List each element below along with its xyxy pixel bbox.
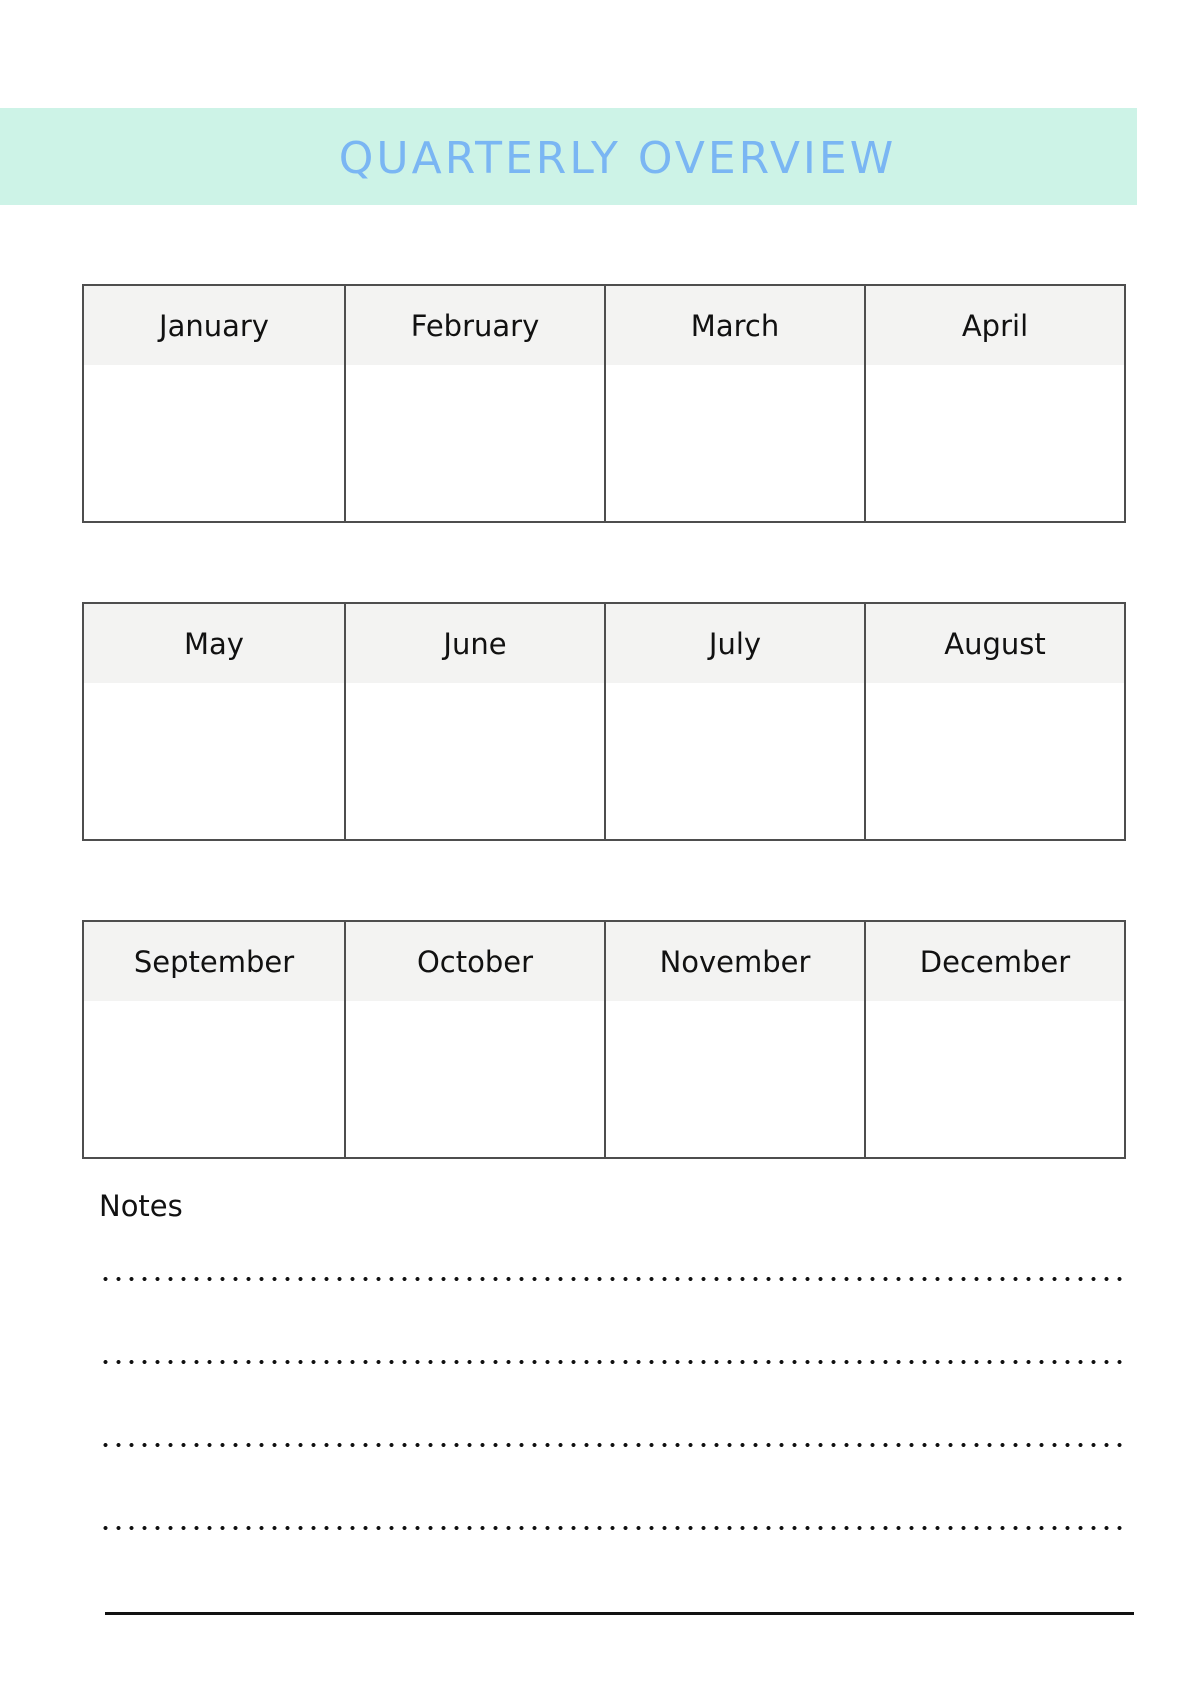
month-entry-area[interactable] [346, 683, 604, 839]
month-cell [84, 604, 344, 839]
month-entry-area[interactable] [84, 1001, 344, 1157]
month-entry-area[interactable] [606, 365, 864, 521]
month-entry-area[interactable] [84, 365, 344, 521]
month-cell [84, 286, 344, 521]
month-label: May [84, 604, 344, 683]
month-cell [864, 604, 1124, 839]
notes-dotted-line[interactable] [99, 1277, 1126, 1281]
title-banner [0, 108, 1137, 205]
month-cell [344, 604, 604, 839]
month-grid-row-3 [82, 920, 1126, 1159]
month-cell [84, 922, 344, 1157]
notes-bottom-rule [105, 1612, 1134, 1615]
month-label: July [606, 604, 864, 683]
month-label: December [866, 922, 1124, 1001]
month-cell [344, 922, 604, 1157]
month-entry-area[interactable] [606, 1001, 864, 1157]
month-label: September [84, 922, 344, 1001]
month-label: November [606, 922, 864, 1001]
month-label: February [346, 286, 604, 365]
month-entry-area[interactable] [84, 683, 344, 839]
month-cell [864, 286, 1124, 521]
month-entry-area[interactable] [866, 683, 1124, 839]
month-label: August [866, 604, 1124, 683]
month-label: October [346, 922, 604, 1001]
month-cell [604, 922, 864, 1157]
month-entry-area[interactable] [346, 365, 604, 521]
month-label: January [84, 286, 344, 365]
page-title: QUARTERLY OVERVIEW [338, 133, 897, 184]
month-label: April [866, 286, 1124, 365]
month-grid-row-2 [82, 602, 1126, 841]
month-entry-area[interactable] [866, 365, 1124, 521]
month-entry-area[interactable] [866, 1001, 1124, 1157]
month-label: March [606, 286, 864, 365]
notes-dotted-line[interactable] [99, 1526, 1126, 1530]
month-cell [604, 604, 864, 839]
notes-label: Notes [99, 1189, 183, 1223]
month-label: June [346, 604, 604, 683]
notes-dotted-line[interactable] [99, 1360, 1126, 1364]
month-entry-area[interactable] [606, 683, 864, 839]
notes-dotted-line[interactable] [99, 1443, 1126, 1447]
month-entry-area[interactable] [346, 1001, 604, 1157]
month-cell [604, 286, 864, 521]
month-cell [864, 922, 1124, 1157]
month-grid-row-1 [82, 284, 1126, 523]
month-cell [344, 286, 604, 521]
